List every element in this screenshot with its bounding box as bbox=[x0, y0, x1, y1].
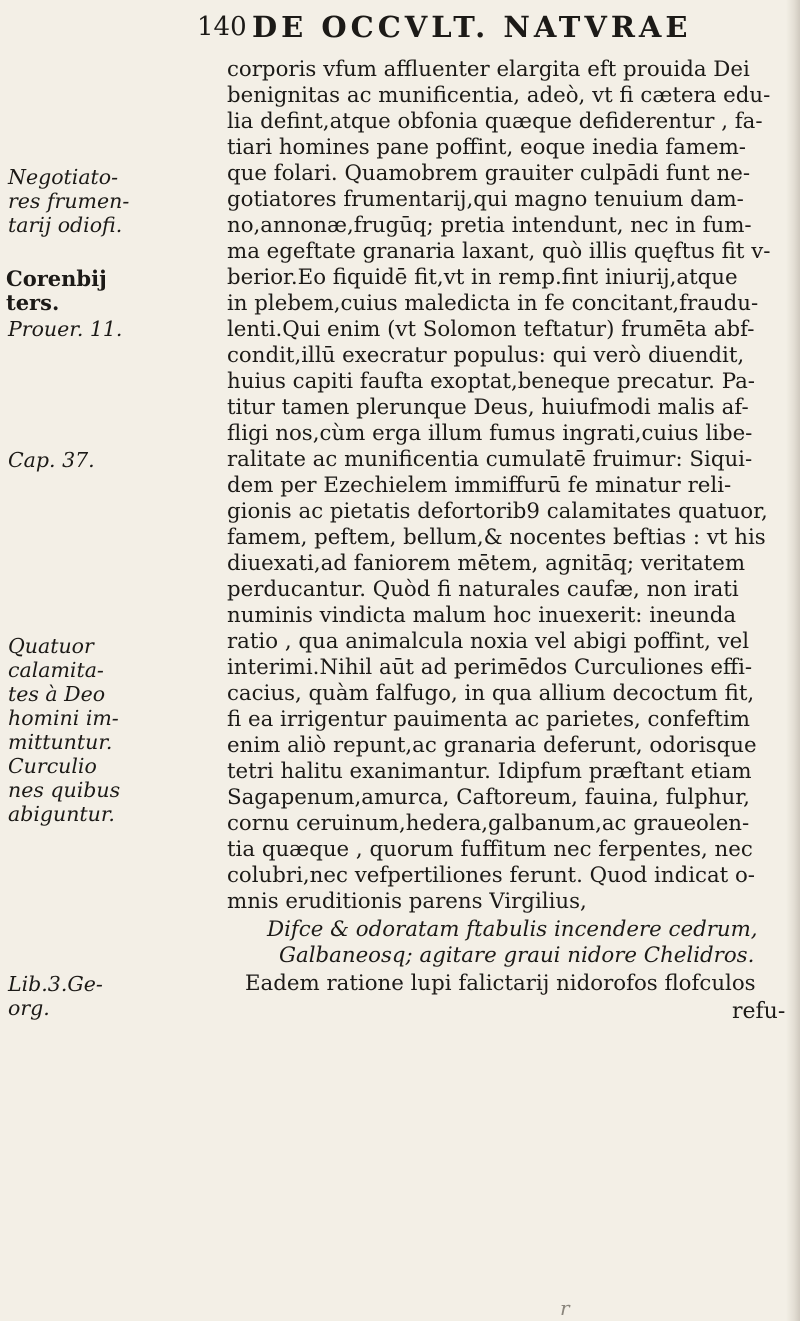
text-line: tetri halitu exanimantur. Idipfum præftant etiam bbox=[227, 759, 752, 784]
text-line: fi ea irrigentur pauimenta ac parietes, confeftim bbox=[227, 707, 750, 732]
margin-note-gothic: Corenbij bbox=[6, 266, 107, 291]
text-line: lenti.Qui enim (vt Solomon teftatur) frumēta abf- bbox=[227, 317, 755, 342]
margin-note-quatuor: nes quibus bbox=[8, 778, 121, 802]
text-line: dem per Ezechielem immiffurū fe minatur reli- bbox=[227, 473, 732, 498]
text-line: berior.Eo fiquidē fit,vt in remp.fint iniurij,atque bbox=[227, 265, 738, 290]
text-line: titur tamen plerunque Deus, huiufmodi malis af- bbox=[227, 395, 749, 420]
verse-line: Difce & odoratam ftabulis incendere cedrum, bbox=[267, 917, 758, 942]
text-line: benignitas ac munificentia, adeò, vt fi cætera edu- bbox=[227, 83, 771, 108]
text-line: fligi nos,cùm erga illum fumus ingrati,cuius libe- bbox=[227, 421, 753, 446]
text-line: perducantur. Quòd fi naturales caufæ, non irati bbox=[227, 577, 739, 602]
margin-note-negotiatores: Negotiato- bbox=[8, 165, 119, 189]
text-line: tiari homines pane poffint, eoque inedia famem- bbox=[227, 135, 746, 160]
text-line: diuexati,ad faniorem mētem, agnitāq; veritatem bbox=[227, 551, 746, 576]
text-line: huius capiti faufta exoptat,beneque precatur. Pa- bbox=[227, 369, 755, 394]
page-header bbox=[0, 12, 800, 52]
margin-note-quatuor: Quatuor bbox=[8, 634, 94, 658]
margin-note-quatuor: mittuntur. bbox=[8, 730, 113, 754]
text-line: Eadem ratione lupi falictarij nidorofos flofculos bbox=[245, 971, 756, 996]
margin-note-lib: org. bbox=[8, 996, 50, 1020]
text-line: corporis vfum affluenter elargita eft prouida Dei bbox=[227, 57, 750, 82]
text-line: no,annonæ,frugūq; pretia intendunt, nec in fum- bbox=[227, 213, 752, 238]
margin-note-quatuor: abiguntur. bbox=[8, 802, 115, 826]
catchword: refu- bbox=[732, 999, 786, 1024]
text-line: mnis eruditionis parens Virgilius, bbox=[227, 889, 587, 914]
margin-note-quatuor: Curculio bbox=[8, 754, 97, 778]
text-line: enim aliò repunt,ac granaria deferunt, odorisque bbox=[227, 733, 757, 758]
margin-note-quatuor: homini im- bbox=[8, 706, 119, 730]
text-line: cornu ceruinum,hedera,galbanum,ac graueolen- bbox=[227, 811, 750, 836]
text-line: numinis vindicta malum hoc inuexerit: ineunda bbox=[227, 603, 737, 628]
margin-note-quatuor: calamita- bbox=[8, 658, 104, 682]
text-line: Sagapenum,amurca, Caftoreum, fauina, fulphur, bbox=[227, 785, 750, 810]
text-line: ratio , qua animalcula noxia vel abigi poffint, vel bbox=[227, 629, 750, 654]
text-line: colubri,nec vefpertiliones ferunt. Quod indicat o- bbox=[227, 863, 755, 888]
margin-note-prouer: Prouer. 11. bbox=[8, 317, 123, 341]
margin-note-lib: Lib.3.Ge- bbox=[8, 972, 103, 996]
margin-note-gothic: ters. bbox=[6, 290, 60, 315]
text-line: ma egeftate granaria laxant, quò illis quęftus fit v- bbox=[227, 239, 771, 264]
text-line: condit,illū execratur populus: qui verò diuendit, bbox=[227, 343, 745, 368]
text-line: lia defint,atque obfonia quæque defiderentur , fa- bbox=[227, 109, 763, 134]
text-line: gotiatores frumentarij,qui magno tenuium dam- bbox=[227, 187, 744, 212]
text-line: tia quæque , quorum fuffitum nec ferpentes, nec bbox=[227, 837, 753, 862]
text-line: famem, peftem, bellum,& nocentes beftias : vt his bbox=[227, 525, 766, 550]
margin-note-negotiatores: tarij odiofi. bbox=[8, 213, 123, 237]
margin-note-cap: Cap. 37. bbox=[8, 448, 95, 472]
margin-note-negotiatores: res frumen- bbox=[8, 189, 130, 213]
text-line: interimi.Nihil aūt ad perimēdos Curculiones effi- bbox=[227, 655, 753, 680]
stray-mark: r bbox=[560, 1296, 570, 1320]
text-line: gionis ac pietatis defortorib9 calamitates quatuor, bbox=[227, 499, 768, 524]
page-number: 140 bbox=[197, 12, 247, 42]
text-line: in plebem,cuius maledicta in fe concitant,fraudu- bbox=[227, 291, 759, 316]
verse-line: Galbaneosq; agitare graui nidore Chelidros. bbox=[279, 943, 755, 968]
text-line: ralitate ac munificentia cumulatē fruimur: Siqui- bbox=[227, 447, 753, 472]
running-title: DE OCCVLT. NATVRAE bbox=[252, 10, 692, 44]
page-edge bbox=[786, 0, 800, 1321]
margin-note-quatuor: tes à Deo bbox=[8, 682, 106, 706]
text-line: cacius, quàm falfugo, in qua allium decoctum fit, bbox=[227, 681, 755, 706]
text-line: que folari. Quamobrem grauiter culpādi funt ne- bbox=[227, 161, 751, 186]
